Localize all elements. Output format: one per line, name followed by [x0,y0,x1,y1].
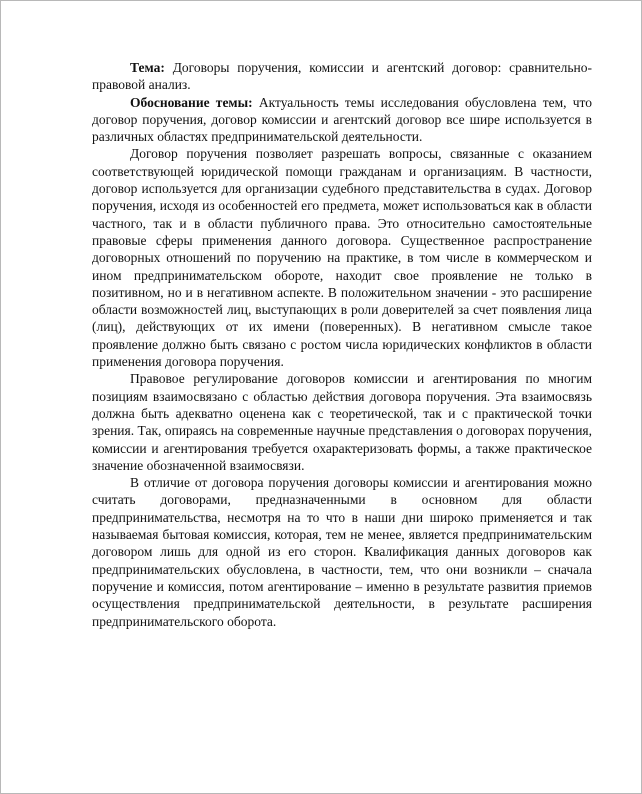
body-paragraph-mandate: Договор поручения позволяет разрешать вопросы, связанные с оказанием соответствующей юридической помощи гражданам и организациям. В частности, договор используется для организации судебного представительства в судах. Договор поручения, исходя из особенностей его предмета, может использоваться как в области частного, так и в области публичного права. Это относительно самостоятельные правовые сферы применения данного договора. Существенное распространение договорных отношений по поручению на практике, в том числе в коммерческом и ином предпринимательском обороте, находит свое проявление не только в позитивном, но и в негативном аспекте. В положительном значении - это расширение области возможностей лиц, выступающих в роли доверителей за счет появления лица (лиц), действующих от их имени (поверенных). В негативном смысле такое проявление должно быть связано с ростом числа юридических конфликтов в области применения договора поручения. [92,146,592,370]
rationale-paragraph [92,94,592,146]
rationale-label: Обоснование темы: [130,94,253,110]
topic-label: Тема: [130,60,165,75]
rationale-text: Актуальность темы исследования обусловлена тем, что договор поручения, договор комиссии и агентский договор все шире используется в различных областях предпринимательской деятельности. [92,94,593,145]
topic-paragraph [92,59,592,94]
topic-text: Договоры поручения, комиссии и агентский договор: сравнительно-правовой анализ. [92,60,592,93]
body-paragraph-commission: В отличие от договора поручения договоры комиссии и агентирования можно считать договорами, предназначенными в основном для области предпринимательства, несмотря на то что в наши дни широко применяется и так называемая бытовая комиссия, которая, тем не менее, является предпринимательским договором лишь для одной из его сторон. Квалификация данных договоров как предпринимательских обусловлена, в частности, тем, что они возникли – сначала поручение и комиссия, потом агентирование – именно в результате развития приемов осуществления предпринимательской деятельности, в результате расширения предпринимательского оборота. [92,475,592,629]
body-paragraph-regulation: Правовое регулирование договоров комиссии и агентирования по многим позициям взаимосвязано с областью действия договора поручения. Эта взаимосвязь должна быть адекватно оценена как с теоретической, так и с практической точки зрения. Так, опираясь на современные научные представления о договорах поручения, комиссии и агентирования требуется охарактеризовать формы, а также практическое значение обозначенной взаимосвязи. [92,371,592,473]
document-body [92,59,592,630]
